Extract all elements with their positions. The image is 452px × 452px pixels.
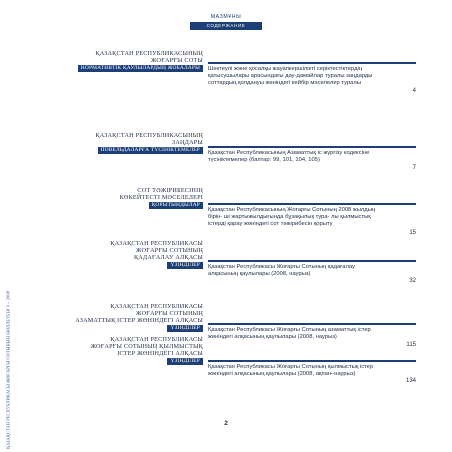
- heading-line: ЖОҒАРҒЫ СОТЫ: [150, 57, 203, 64]
- toc-heading: [60, 50, 203, 72]
- section-banner: ПОВЕЛЬДАЛАРҒА ТҮСІНІКТЕМЕЛЕР: [98, 147, 203, 154]
- entry-page: 15: [409, 230, 416, 236]
- entry-description: Шектеулі және қосалқы жауапкершілікті серіктестіктердің қатысушылары арасындағы дау-дамайлар туралы заңдарды соттардың қолдануы жөніндегі кейбір мәселелер туралы: [208, 66, 373, 86]
- toc-entry[interactable]: [208, 203, 416, 236]
- entry-description: Қазақстан Республикасы Жоғарғы Сотының азаматтық істер жөніндегі алқасының қаулылары (2008, наурыз): [208, 327, 371, 340]
- toc-heading: [60, 240, 203, 269]
- heading-line: АЗАМАТТЫҚ ІСТЕР ЖӨНІНДЕГІ АЛҚАСЫ: [75, 317, 203, 324]
- entry-page: 7: [412, 165, 416, 171]
- spine-text: ҚАЗАҚСТАН РЕСПУБЛИКАСЫ ЖОҒАРҒЫ СОТЫНЫҢ БЮЛЛЕТЕНІ 3 – 2008: [5, 291, 11, 449]
- heading-line: ҚАЗАҚСТАН РЕСПУБЛИКАСЫ: [110, 303, 203, 310]
- toc-heading: [60, 303, 203, 332]
- heading-line: СОТ ТӘЖІРИБЕСІНІҢ: [137, 187, 203, 194]
- toc-entry[interactable]: [208, 260, 416, 284]
- heading-line: ЖОҒАРҒЫ СОТЫНЫҢ ҚЫЛМЫСТЫҚ: [90, 343, 203, 350]
- heading-line: ҚАЗАҚСТАН РЕСПУБЛИКАСЫНЫҢ: [95, 132, 203, 139]
- heading-line: ІСТЕР ЖӨНІНДЕГІ АЛҚАСЫ: [117, 350, 203, 357]
- toc-entry[interactable]: [208, 146, 416, 171]
- heading-line: ЖОҒАРҒЫ СОТЫНЫҢ: [136, 247, 203, 254]
- entry-description: Қазақстан Республикасы Жоғарғы Сотының қылмыстық істер жөніндегі алқасының қаулылары (2008, ақпан–наурыз): [208, 364, 374, 377]
- entry-description: Қазақстан Республикасының Азаматтық іс жүргізу кодексіне түсініктемелер (баптар: 99, 101, 104, 105): [208, 150, 370, 163]
- section-banner: ҮЗІНДІЛЕР: [167, 262, 203, 269]
- heading-line: ЗАҢДАРЫ: [172, 139, 203, 146]
- section-banner: ҮЗІНДІЛЕР: [167, 325, 203, 332]
- entry-page: 115: [406, 342, 416, 348]
- section-banner: ҚОРЫТЫНДЫЛАР: [149, 202, 203, 209]
- entry-page: 134: [405, 378, 416, 384]
- page-subtitle: СОДЕРЖАНИЕ: [190, 22, 262, 30]
- section-banner: ҮЗІНДІЛЕР: [167, 358, 203, 365]
- heading-line: ҚАЗАҚСТАН РЕСПУБЛИКАСЫНЫҢ: [95, 50, 203, 57]
- heading-line: ҚАЗАҚСТАН РЕСПУБЛИКАСЫ: [110, 336, 203, 343]
- toc-heading: [60, 187, 203, 209]
- toc-entry[interactable]: [208, 323, 416, 348]
- heading-line: ҚАЗАҚСТАН РЕСПУБЛИКАСЫ: [110, 240, 203, 247]
- toc-heading: [60, 132, 203, 154]
- page-number: 2: [224, 420, 228, 427]
- toc-entry[interactable]: [208, 62, 416, 94]
- toc-heading: [60, 336, 203, 365]
- heading-line: ЖОҒАРҒЫ СОТЫНЫҢ: [136, 310, 203, 317]
- page-title: МАЗМҰНЫ: [210, 14, 242, 20]
- entry-description: Қазақстан Республикасы Жоғарғы Сотының қадағалау алқасының қаулылары (2008, наурыз): [208, 264, 355, 277]
- heading-line: КӨКЕЙТЕСТІ МӘСЕЛЕЛЕРІ: [119, 194, 203, 201]
- toc-entry[interactable]: [208, 360, 416, 384]
- entry-description: Қазақстан Республикасының Жоғарғы Сотының 2008 жылдың бірін- ші жартыжылдығында бұзақылық тура- лы қылмыстық істерді қарау жөніндегі сот тәжірибесін қорыту: [208, 207, 376, 227]
- entry-page: 4: [412, 88, 416, 94]
- heading-line: ҚАДАҒАЛАУ АЛҚАСЫ: [133, 254, 203, 261]
- entry-page: 32: [409, 278, 416, 284]
- section-banner: НОРМАТИВТІК ҚАУЛЫЛАРДЫҢ ЖОБАЛАРЫ: [78, 65, 203, 72]
